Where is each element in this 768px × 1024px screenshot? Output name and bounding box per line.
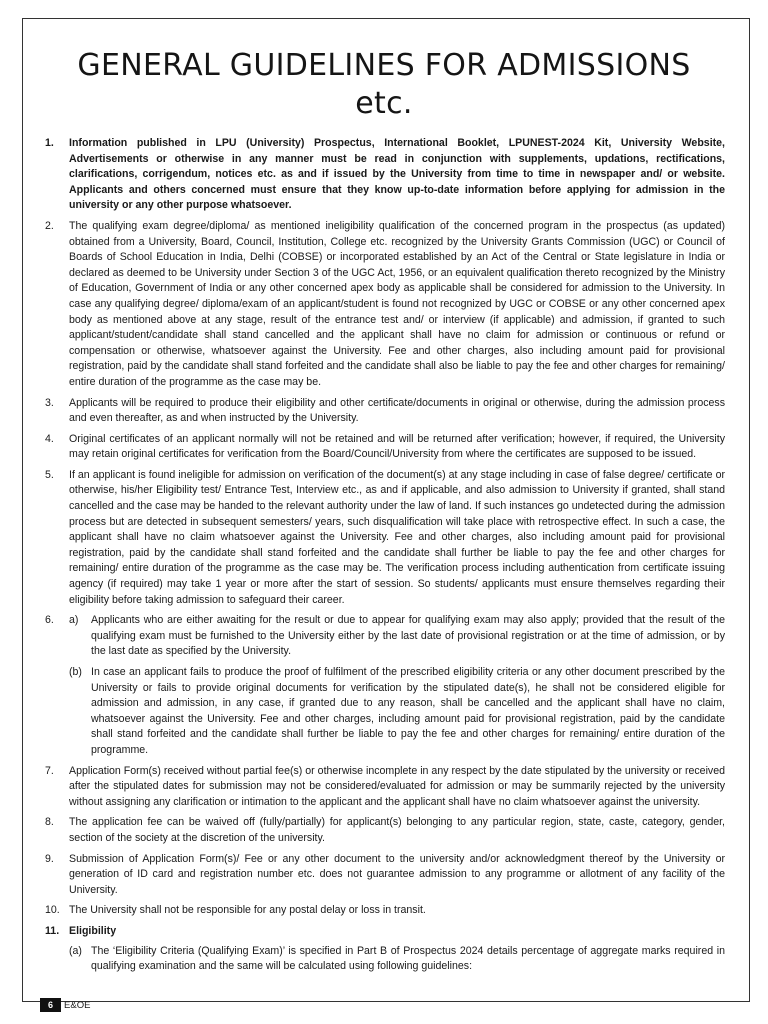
item-text: The University shall not be responsible for any postal delay or loss in transit. <box>69 904 426 917</box>
item-number: 6. <box>45 614 54 627</box>
sub-item-text: Applicants who are either awaiting for the result or due to appear for qualifying exam may also apply; provided that the result of the qualifying exam must be furnished to the University either by the last date of provisional registration or at the time of admission, or by the last date as specified by the University. <box>91 614 725 658</box>
sub-item-label: (b) <box>69 666 82 678</box>
guideline-item-5 <box>45 468 725 608</box>
item-number: 9. <box>45 852 54 865</box>
item-text: The qualifying exam degree/diploma/ as mentioned ineligibility qualification of the concerned program in the prospectus (as updated) obtained from a University, Board, Council, Institution, College etc. recognized by the University Grants Commission (UGC) or Council of Boards of School Education in India, Delhi (COBSE) or incorporated established by an Act of the Central or State legislature in India or declared as deemed to be University under Section 3 of the UGC Act, 1956, or an equivalent qualification thereto recognized by the Ministry of Education, Government of India or any other concerned apex body as applicable shall be considered for admission to the University. In case any qualifying degree/ diploma/exam of an applicant/student is found not recognized by UGC or COBSE or any other concerned apex body as mentioned above at any stage, result of the entrance test and/ or interview (if applicable) and admission, if granted to such applicant/student/candidate shall stand cancelled and the applicant shall have no claim for admission or continuous or refund or compensation or otherwise, whatsoever against the University. Fee and other charges, also including amount paid for provisional registration, paid by the candidate shall stand forfeited and the candidate shall also be liable to pay the fee and other charges for remaining/ entire duration of the programme as the case may be. <box>69 219 725 388</box>
page-footer <box>40 998 90 1012</box>
item-text: The application fee can be waived off (fully/partially) for applicant(s) belonging to any particular region, state, caste, category, gender, section of the society at the discretion of the university. <box>69 816 725 844</box>
guideline-item-11 <box>45 924 725 975</box>
item-text: Applicants will be required to produce their eligibility and other certificate/documents in original or otherwise, during the admission process and even thereafter, as and when instructed by the University. <box>69 396 725 425</box>
item-number: 7. <box>45 764 54 777</box>
item-number: 4. <box>45 432 54 445</box>
page-number: 6 <box>40 998 61 1012</box>
sub-item-a <box>69 944 725 975</box>
guideline-item-10 <box>45 903 725 919</box>
sub-item-a <box>69 613 725 660</box>
eoe-mark: E&OE <box>64 999 91 1011</box>
item-text: Original certificates of an applicant normally will not be retained and will be returned after verification; however, if required, the University may retain original certificates for verification from the Board/Council/University from where the certificates are supposed to be issued. <box>69 432 725 461</box>
item-number: 5. <box>45 468 54 481</box>
guideline-item-2 <box>45 219 725 391</box>
item-number: 8. <box>45 816 54 829</box>
title-line-1: GENERAL GUIDELINES FOR ADMISSIONS <box>77 48 691 83</box>
sub-item-text: In case an applicant fails to produce the proof of fulfilment of the prescribed eligibility criteria or any other document prescribed by the University or fails to provide original documents for verification by the stipulated date(s), he shall not be considered eligible for admission and admission, in any case, if granted due to any reason, shall be cancelled and the applicant shall have no claim, whatsoever against the University. Fee and other charges, including amount paid for provisional registration, paid by the candidate shall stand forfeited and the candidate shall further be liable to pay the fee and other charges for remaining/ entire duration of the programme. <box>91 666 725 756</box>
guideline-item-9 <box>45 852 725 899</box>
guideline-item-7 <box>45 764 725 811</box>
guideline-item-8 <box>45 815 725 846</box>
item-text: Submission of Application Form(s)/ Fee or any other document to the university and/or acknowledgment thereof by the University or generation of ID card and registration number etc. does not guarantee admission to any programme or allotment of any facility of the University. <box>69 852 725 896</box>
item-number: 1. <box>45 137 54 149</box>
item-number: 11. <box>45 924 60 937</box>
page-title <box>0 47 768 123</box>
guideline-item-1 <box>45 136 725 214</box>
item-number: 2. <box>45 219 54 232</box>
item-number: 3. <box>45 396 54 409</box>
guidelines-list <box>45 136 725 980</box>
item-text: Information published in LPU (University) Prospectus, International Booklet, LPUNEST-2024 Kit, University Website, Advertisements or otherwise in any manner must be read in conjunction with supplements, updations, rectifications, clarifications, corrigendum, notices etc. as and if issued by the University from time to time in newspaper and/ or website. Applicants and others concerned must ensure that they know up-to-date information before applying for admission in the university or any other purpose whatsoever. <box>69 137 725 212</box>
sub-item-b <box>69 665 725 759</box>
guideline-item-6 <box>45 613 725 758</box>
sub-item-text: The ‘Eligibility Criteria (Qualifying Exam)’ is specified in Part B of Prospectus 2024 details percentage of aggregate marks required in qualifying examination and the same will be calculated using following guidelines: <box>91 944 725 973</box>
sub-item-label: a) <box>69 614 79 627</box>
title-line-2: etc. <box>355 86 413 121</box>
section-heading: Eligibility <box>69 924 117 937</box>
guideline-item-3 <box>45 396 725 427</box>
guideline-item-4 <box>45 432 725 463</box>
item-text: Application Form(s) received without partial fee(s) or otherwise incomplete in any respect by the date stipulated by the university or received after the stipulated dates for submission may not be considered/evaluated for admission or may be summarily rejected by the university without assigning any clarification or intimation to the applicant and the applicant shall have no claim whatsoever against the university. <box>69 764 725 808</box>
item-number: 10. <box>45 904 60 917</box>
sub-item-label: (a) <box>69 944 82 957</box>
item-text: If an applicant is found ineligible for admission on verification of the document(s) at any stage including in case of false degree/ certificate or otherwise, his/her Eligibility test/ Entrance Test, Interview etc., as and if applicable, and also admission to University if granted, shall stand cancelled and the case may be handed to the relevant authority under the law of land. If such instances go undetected during the admission process but are detected in subsequent semesters/ years, such disqualification will take place with retrospective effect. In such a case, the applicant shall have no claim whatsoever against the University. Fee and other charges, also including amount paid for provisional registration, paid by the candidate shall stand forfeited and the candidate shall further be liable to pay the fee and other charges for remaining/ entire duration of the programme as the case may be. The verification process including authentication from certificate issuing agency (if required) may take 1 year or more after the start of session. So students/ applicants must ensure themselves regarding their eligibility before taking admission to safeguard their career. <box>69 468 725 606</box>
